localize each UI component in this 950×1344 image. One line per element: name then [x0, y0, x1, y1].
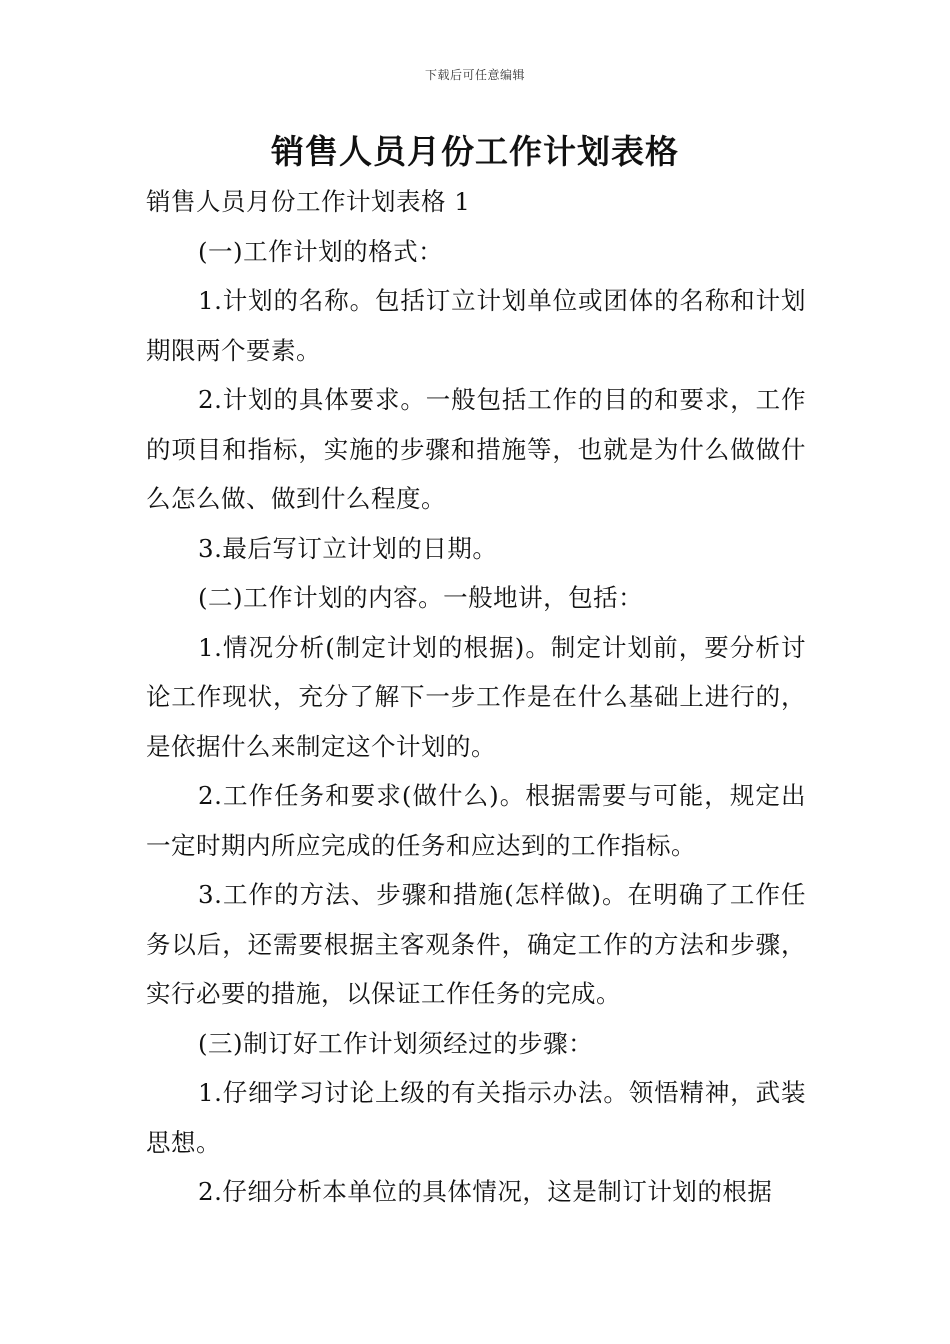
paragraph: 3.最后写订立计划的日期。	[198, 533, 498, 563]
header-note: 下载后可任意编辑	[424, 68, 525, 82]
paragraph: (二)工作计划的内容。一般地讲，包括：	[198, 583, 644, 612]
section-heading: 销售人员月份工作计划表格 1	[146, 187, 471, 216]
paragraph: 1.计划的名称。包括订立计划单位或团体的名称和计划期限两个要素。	[146, 286, 806, 365]
paragraph: (三)制订好工作计划须经过的步骤：	[198, 1028, 594, 1058]
document-body	[146, 177, 806, 1217]
paragraph: 2.工作任务和要求(做什么)。根据需要与可能，规定出一定时期内所应完成的任务和应达到的工作指标。	[146, 781, 806, 860]
paragraph: 2.仔细分析本单位的具体情况，这是制订计划的根据	[198, 1177, 773, 1206]
paragraph: 3.工作的方法、步骤和措施(怎样做)。在明确了工作任务以后，还需要根据主客观条件，确定工作的方法和步骤，实行必要的措施，以保证工作任务的完成。	[146, 880, 806, 1008]
paragraph: 2.计划的具体要求。一般包括工作的目的和要求，工作的项目和指标，实施的步骤和措施等，也就是为什么做做什么怎么做、做到什么程度。	[146, 385, 806, 513]
paragraph: 1.情况分析(制定计划的根据)。制定计划前，要分析讨论工作现状，充分了解下一步工作是在什么基础上进行的，是依据什么来制定这个计划的。	[146, 632, 806, 761]
paragraph: 1.仔细学习讨论上级的有关指示办法。领悟精神，武装思想。	[146, 1078, 806, 1157]
document-title: 销售人员月份工作计划表格	[271, 132, 679, 171]
paragraph: (一)工作计划的格式：	[198, 236, 444, 266]
